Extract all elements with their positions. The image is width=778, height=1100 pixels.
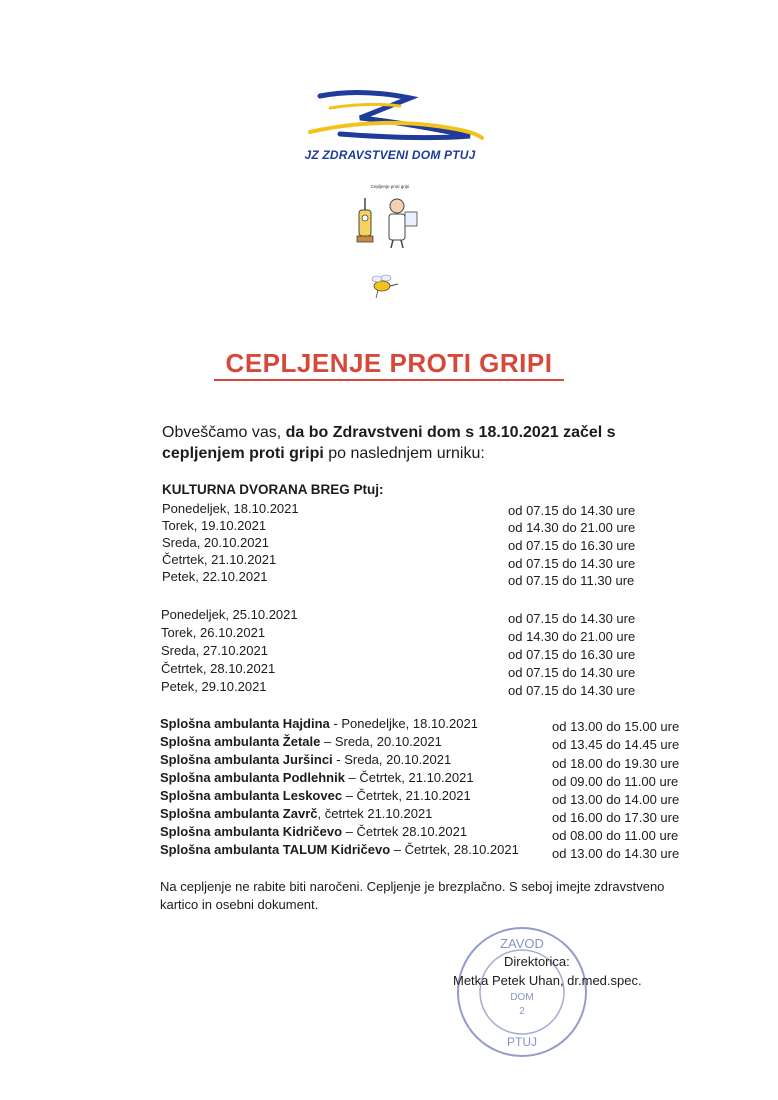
intro-part1: Obveščamo vas, xyxy=(162,424,286,441)
clinic-time: od 08.00 do 11.00 ure xyxy=(552,828,679,843)
cartoon-caption: Cepljenje proti gripi xyxy=(370,184,410,189)
schedule-day: Torek, 19.10.2021 xyxy=(162,518,267,533)
intro-paragraph xyxy=(162,422,702,464)
schedule-day: Četrtek, 21.10.2021 xyxy=(162,552,277,567)
clinic-entry xyxy=(160,841,519,858)
clinic-time: od 13.00 do 15.00 ure xyxy=(552,719,680,734)
clinic-entry xyxy=(160,823,467,840)
clinic-name: Splošna ambulanta Hajdina xyxy=(160,716,330,731)
page-title: CEPLJENJE PROTI GRIPI xyxy=(225,348,553,378)
svg-text:DOM: DOM xyxy=(510,992,534,1003)
footnote: Na cepljenje ne rabite biti naročeni. Cepljenje je brezplačno. S seboj imejte zdravstveno kartico in osebni dokument. xyxy=(160,879,665,912)
clinic-time: od 16.00 do 17.30 ure xyxy=(552,810,680,825)
schedule-day: Sreda, 27.10.2021 xyxy=(161,643,268,658)
schedule-time: od 07.15 do 14.30 ure xyxy=(508,503,636,518)
schedule-time: od 07.15 do 14.30 ure xyxy=(508,683,636,698)
clinic-name: Splošna ambulanta Leskovec xyxy=(160,788,343,803)
signature-name: Metka Petek Uhan, dr.med.spec. xyxy=(453,973,642,988)
zd-ptuj-logo xyxy=(300,88,500,178)
official-stamp xyxy=(452,922,592,1062)
clinic-date: – Četrtek 28.10.2021 xyxy=(342,824,468,839)
clinic-name: Splošna ambulanta Kidričevo xyxy=(160,824,343,839)
vaccine-doctor-illustration xyxy=(345,192,425,250)
schedule-day: Četrtek, 28.10.2021 xyxy=(161,661,276,676)
clinic-date: - Sreda, 20.10.2021 xyxy=(332,752,452,767)
schedule-time: od 07.15 do 14.30 ure xyxy=(508,556,636,571)
clinic-date: , četrtek 21.10.2021 xyxy=(317,806,433,821)
clinic-time: od 18.00 do 19.30 ure xyxy=(552,756,680,771)
schedule-day: Ponedeljek, 18.10.2021 xyxy=(162,501,299,516)
clinic-date: – Sreda, 20.10.2021 xyxy=(320,734,442,749)
schedule-day: Petek, 29.10.2021 xyxy=(161,679,267,694)
clinic-time: od 13.45 do 14.45 ure xyxy=(552,737,680,752)
clinic-time: od 13.00 do 14.00 ure xyxy=(552,792,680,807)
clinic-entry xyxy=(160,715,478,732)
clinic-entry xyxy=(160,733,442,750)
schedule-day: Ponedeljek, 25.10.2021 xyxy=(161,607,298,622)
intro-part3: po naslednjem urniku: xyxy=(323,445,485,462)
clinic-entry xyxy=(160,751,451,768)
schedule-time: od 14.30 do 21.00 ure xyxy=(508,629,636,644)
clinic-entry xyxy=(160,769,474,786)
clinic-time: od 13.00 do 14.30 ure xyxy=(552,846,680,861)
svg-text:2: 2 xyxy=(519,1006,525,1017)
clinic-entry xyxy=(160,805,432,822)
clinic-time: od 09.00 do 11.00 ure xyxy=(552,774,679,789)
clinic-date: – Četrtek, 21.10.2021 xyxy=(342,788,471,803)
clinic-name: Splošna ambulanta Zavrč xyxy=(160,806,318,821)
schedule-time: od 07.15 do 11.30 ure xyxy=(508,573,635,588)
schedule-time: od 07.15 do 16.30 ure xyxy=(508,538,636,553)
signature-role: Direktorica: xyxy=(504,954,570,969)
schedule-time: od 07.15 do 16.30 ure xyxy=(508,647,636,662)
intro-bold: da bo Zdravstveni dom s 18.10.2021 začel s cepljenjem proti gripi xyxy=(162,424,616,462)
clinic-name: Splošna ambulanta Juršinci xyxy=(160,752,333,767)
svg-text:ZAVOD: ZAVOD xyxy=(500,936,544,951)
svg-text:PTUJ: PTUJ xyxy=(507,1035,537,1049)
clinic-date: – Četrtek, 28.10.2021 xyxy=(390,842,519,857)
title-underline xyxy=(214,379,564,381)
location-title: KULTURNA DVORANA BREG Ptuj: xyxy=(162,482,384,497)
clinic-name: Splošna ambulanta TALUM Kidričevo xyxy=(160,842,391,857)
schedule-time: od 07.15 do 14.30 ure xyxy=(508,665,636,680)
org-name: JZ ZDRAVSTVENI DOM PTUJ xyxy=(304,148,476,162)
schedule-day: Torek, 26.10.2021 xyxy=(161,625,266,640)
schedule-day: Sreda, 20.10.2021 xyxy=(162,535,269,550)
schedule-time: od 07.15 do 14.30 ure xyxy=(508,611,636,626)
schedule-time: od 14.30 do 21.00 ure xyxy=(508,520,636,535)
clinic-date: – Četrtek, 21.10.2021 xyxy=(344,770,474,785)
clinic-name: Splošna ambulanta Podlehnik xyxy=(160,770,345,785)
schedule-day: Petek, 22.10.2021 xyxy=(162,569,268,584)
clinic-date: - Ponedeljke, 18.10.2021 xyxy=(329,716,478,731)
syringe-bee-icon xyxy=(364,270,400,300)
clinic-entry xyxy=(160,787,471,804)
clinic-name: Splošna ambulanta Žetale xyxy=(160,734,321,749)
